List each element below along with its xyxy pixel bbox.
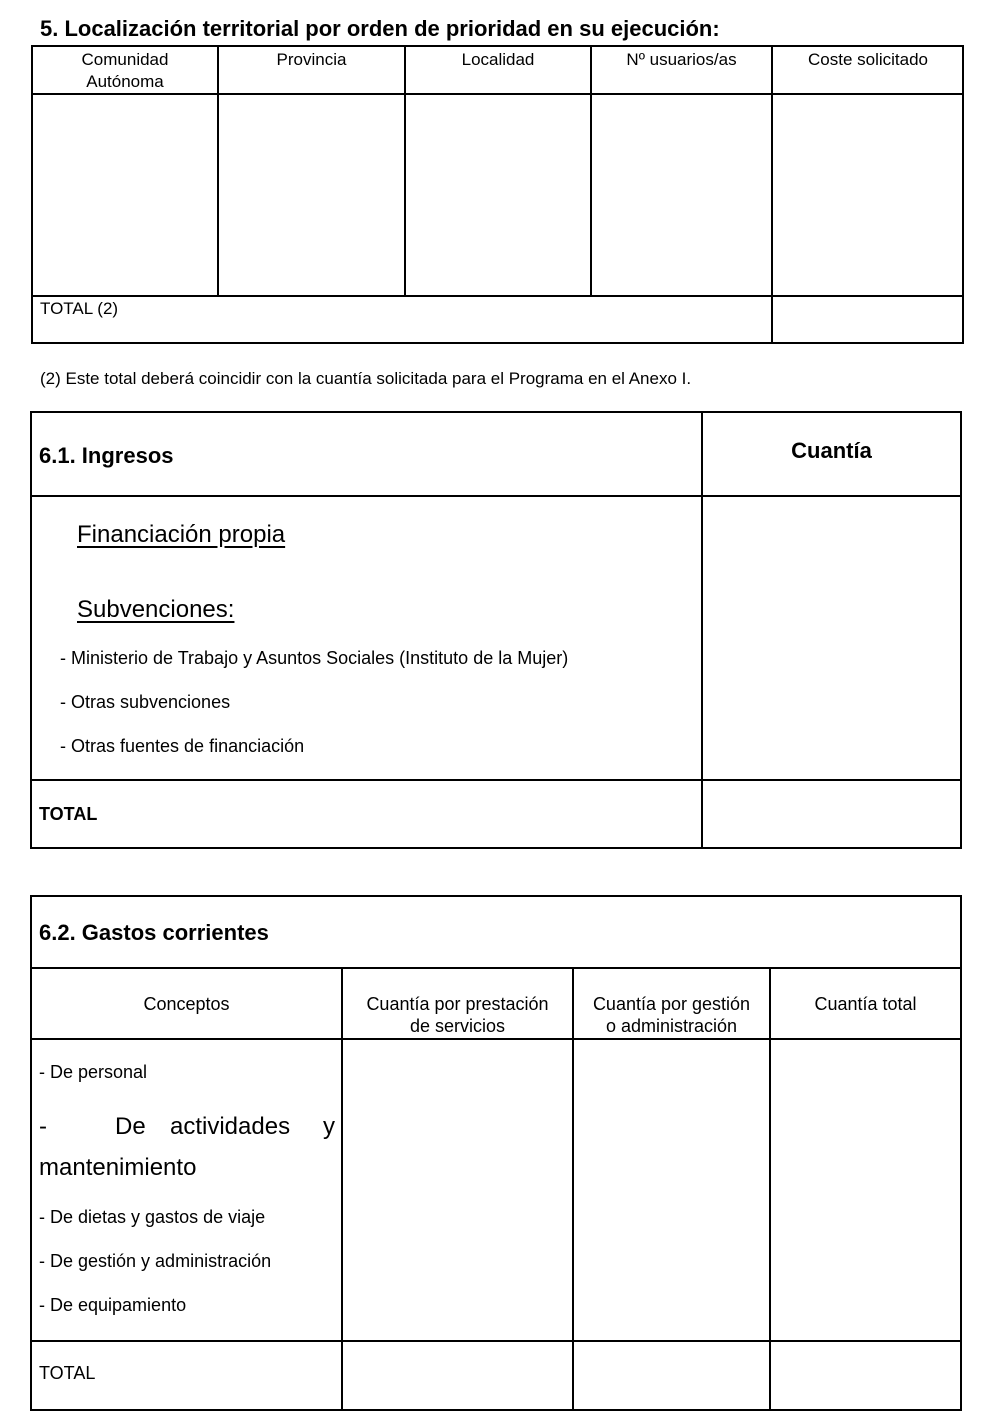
section61-total-value-cell[interactable]: [703, 781, 960, 847]
section5-title: 5. Localización territorial por orden de prioridad en su ejecución:: [40, 16, 720, 41]
section5-total-label: TOTAL (2): [40, 299, 119, 318]
income-item: - Ministerio de Trabajo y Asuntos Sociales (Instituto de la Mujer): [60, 648, 569, 668]
section62-total-gestion-cell[interactable]: [574, 1342, 769, 1409]
col-header-comunidad: Comunidad Autónoma: [81, 50, 169, 91]
cell-coste[interactable]: [773, 95, 963, 295]
section62-title: 6.2. Gastos corrientes: [39, 920, 269, 945]
expense-item-equipamiento: - De equipamiento: [39, 1295, 187, 1315]
section62-title-divider: [30, 967, 962, 969]
expense-item-actividades: [39, 1113, 336, 1147]
expense-item-personal: - De personal: [39, 1062, 148, 1082]
cell-usuarios[interactable]: [592, 95, 771, 295]
income-amount-cell[interactable]: [703, 497, 960, 779]
section61-amount-header: Cuantía: [791, 438, 872, 463]
col-header-usuarios: Nº usuarios/as: [626, 50, 737, 69]
income-item: - Otras fuentes de financiación: [60, 736, 305, 756]
cell-provincia[interactable]: [219, 95, 404, 295]
actividades-de: De: [115, 1113, 146, 1140]
section62-total-label: TOTAL: [39, 1363, 96, 1383]
section5-note: (2) Este total deberá coincidir con la cuantía solicitada para el Programa en el Anexo I.: [40, 369, 692, 388]
section62-total-prestacion-cell[interactable]: [343, 1342, 572, 1409]
expense-gestion-cell[interactable]: [574, 1040, 769, 1340]
expense-item-dietas: - De dietas y gastos de viaje: [39, 1207, 266, 1227]
col-header-prestacion: Cuantía por prestación de servicios: [366, 994, 549, 1036]
actividades-word: actividades: [170, 1113, 291, 1140]
expense-item-gestion: - De gestión y administración: [39, 1251, 272, 1271]
expense-item-actividades-line2: mantenimiento: [39, 1154, 197, 1181]
col-header-total: Cuantía total: [814, 994, 917, 1014]
col-header-localidad: Localidad: [461, 50, 535, 69]
section61-title: 6.1. Ingresos: [39, 443, 174, 468]
expense-total-cell[interactable]: [771, 1040, 960, 1340]
subvenciones-label: Subvenciones:: [77, 596, 235, 623]
income-item: - Otras subvenciones: [60, 692, 231, 712]
section5-total-value-cell[interactable]: [773, 297, 963, 342]
col-header-conceptos: Conceptos: [143, 994, 230, 1014]
col-header-coste: Coste solicitado: [807, 50, 928, 69]
col-header-provincia: Provincia: [276, 50, 347, 69]
cell-localidad[interactable]: [406, 95, 590, 295]
col-header-gestion: Cuantía por gestión o administración: [592, 994, 751, 1036]
actividades-y: y: [323, 1113, 335, 1140]
section62-total-total-cell[interactable]: [771, 1342, 960, 1409]
section61-total-label: TOTAL: [39, 804, 98, 824]
financiacion-propia-label: Financiación propia: [77, 521, 286, 548]
expense-prestacion-cell[interactable]: [343, 1040, 572, 1340]
cell-comunidad[interactable]: [33, 95, 217, 295]
actividades-dash: -: [39, 1113, 47, 1140]
